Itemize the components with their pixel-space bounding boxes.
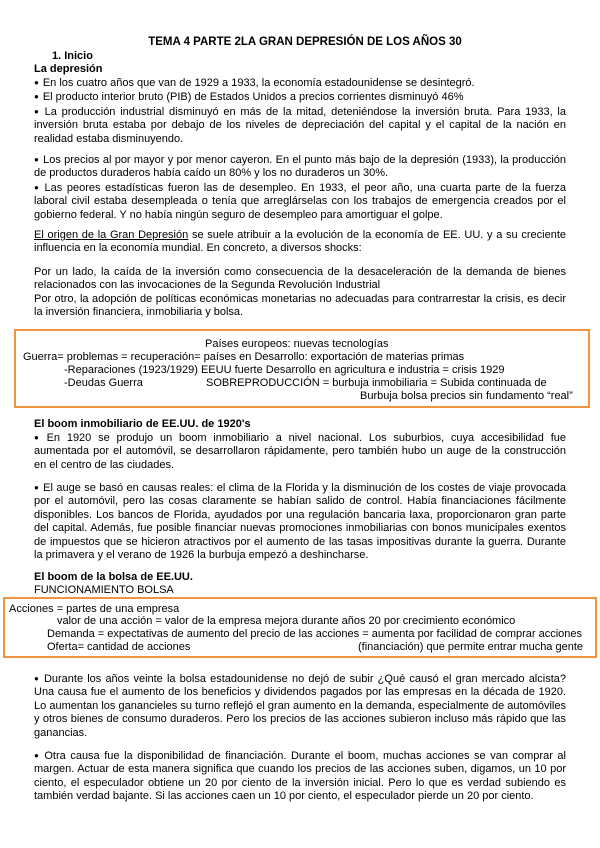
box-line: Países europeos: nuevas tecnologías bbox=[205, 338, 389, 350]
heading-real-estate-boom: El boom inmobiliario de EE.UU. de 1920's bbox=[34, 418, 251, 430]
box-line: valor de una acción = valor de la empresa mejora durante años 20 por crecimiento económico bbox=[57, 615, 516, 627]
box-line: Demanda = expectativas de aumento del precio de las acciones = aumenta por facilidad de comprar acciones bbox=[47, 628, 583, 640]
prices-bullets bbox=[34, 153, 566, 222]
box-line: -Reparaciones (1923/1929) EEUU fuerte Desarrollo en agricultura e industria = crisis 1929 bbox=[64, 364, 505, 376]
shock-investment: Por un lado, la caída de la inversión como consecuencia de la desaceleración de la demanda de bienes relacionados con las invocaciones de la Segunda Revolución Industrial bbox=[34, 266, 566, 292]
origin-text: se suele atribuir a la evolución de la economía de EE. UU. y a su creciente influencia en la economía mundial. En concreto, a diversos shocks: bbox=[34, 229, 566, 255]
bullet-item: ● En 1920 se produjo un boom inmobiliario a nivel nacional. Los suburbios, cuya accesibilidad fue aumentada por el automóvil, se desarrollaron rápidamente, pero también hubo un auge de la construcción en el centro de las ciudades. bbox=[34, 431, 566, 472]
document-title: TEMA 4 PARTE 2LA GRAN DEPRESIÓN DE LOS AÑOS 30 bbox=[148, 36, 462, 48]
real-estate-paragraph-2 bbox=[34, 481, 566, 562]
real-estate-paragraph-1 bbox=[34, 431, 566, 472]
stock-paragraph-1 bbox=[34, 672, 566, 740]
origin-paragraph bbox=[34, 229, 566, 256]
bullet-item: ● Durante los años veinte la bolsa estadounidense no dejó de subir ¿Qué causó el gran mercado alcista? Una causa fue el aumento de los beneficios y dividendos pagados por las empresas en la década de 1920. Lo aumentan los ganancieles su turno reflejó el gran aumento en la demanda, especialmente de automóviles y otros bienes de consumo duraderos. Pero los precios de las acciones subieron incluso más rápido que las ganancias. bbox=[34, 672, 566, 740]
origin-underlined-text: El origen de la Gran Depresión bbox=[34, 229, 189, 241]
box-line: Guerra= problemas = recuperación= países en Desarrollo: exportación de materias primas bbox=[23, 351, 465, 363]
bullet-item: ● El auge se basó en causas reales: el clima de la Florida y la disminución de los costes de viaje provocada por el automóvil, pero las cosas claramente se habían salido de control. Había financiaciones fácilmente disponibles. Los bancos de Florida, ayudados por una regulación bancaria laxa, proporcionaron gran parte del capital. Además, fue posible financiar nuevas promociones inmobiliarias con bonos municipales exentos de impuestos que se hicieron atractivos por el aumento de las tasas impositivas durante la guerra. Durante la primavera y el verano de 1926 la burbuja empezó a deshincharse. bbox=[34, 481, 566, 562]
section-heading-inicio: 1. Inicio bbox=[52, 50, 93, 62]
depression-bullets bbox=[34, 76, 566, 146]
stock-paragraph-2 bbox=[34, 749, 566, 804]
box-line: Oferta= cantidad de acciones bbox=[47, 641, 191, 653]
box-line: SOBREPRODUCCIÓN = burbuja inmobiliaria = Subida continuada de bbox=[206, 377, 547, 389]
summary-box-causes bbox=[14, 329, 590, 408]
box-line: (financiación) que permite entrar mucha gente bbox=[358, 641, 584, 653]
heading-stock-boom: El boom de la bolsa de EE.UU. bbox=[34, 571, 193, 583]
bullet-item: ● Otra causa fue la disponibilidad de financiación. Durante el boom, muchas acciones se van comprar al margen. Actuar de esta manera significa que cuando los precios de las acciones suben, digamos, un 10 por ciento, el especulador obtiene un 20 por ciento de la inversión inicial. Pero lo que es verdad subiendo es también verdad bajante. Si las acciones caen un 10 por ciento, el especulador pierde un 20 por ciento. bbox=[34, 749, 566, 804]
bullet-item: ● En los cuatro años que van de 1929 a 1933, la economía estadounidense se desintegró. bbox=[34, 76, 566, 90]
bullet-item: ● Los precios al por mayor y por menor cayeron. En el punto más bajo de la depresión (1933), la producción de productos duraderos había caído un 80% y los no duraderos un 30%. bbox=[34, 153, 566, 181]
bullet-item: ● La producción industrial disminuyó en más de la mitad, deteniéndose la inversión bruta. Para 1933, la inversión bruta estaba por debajo de los niveles de depreciación del capital y el capital de la nación en realidad estaba disminuyendo. bbox=[34, 105, 566, 146]
box-line: Acciones = partes de una empresa bbox=[9, 603, 180, 615]
bullet-item: ● Las peores estadísticas fueron las de desempleo. En 1933, el peor año, una cuarta parte de la fuerza laboral civil estaba desempleada o tenía que arreglárselas con los trabajos de emergencia creados por el gobierno federal. Y no había ningún seguro de desempleo para amortiguar el golpe. bbox=[34, 181, 566, 222]
shocks-paragraph bbox=[34, 266, 566, 320]
subheading-funcionamiento-bolsa: FUNCIONAMIENTO BOLSA bbox=[34, 584, 174, 596]
box-line: -Deudas Guerra bbox=[64, 377, 143, 389]
shock-policy: Por otro, la adopción de políticas económicas monetarias no adecuadas para contrarrestar la crisis, es decir la inversión financiera, inmobiliaria y bolsa. bbox=[34, 292, 566, 319]
summary-box-stock-market bbox=[3, 597, 597, 658]
bullet-item: ● El producto interior bruto (PIB) de Estados Unidos a precios corrientes disminuyó 46% bbox=[34, 90, 566, 104]
box-line: Burbuja bolsa precios sin fundamento “real” bbox=[360, 390, 573, 402]
subheading-la-depresion: La depresión bbox=[34, 63, 103, 75]
